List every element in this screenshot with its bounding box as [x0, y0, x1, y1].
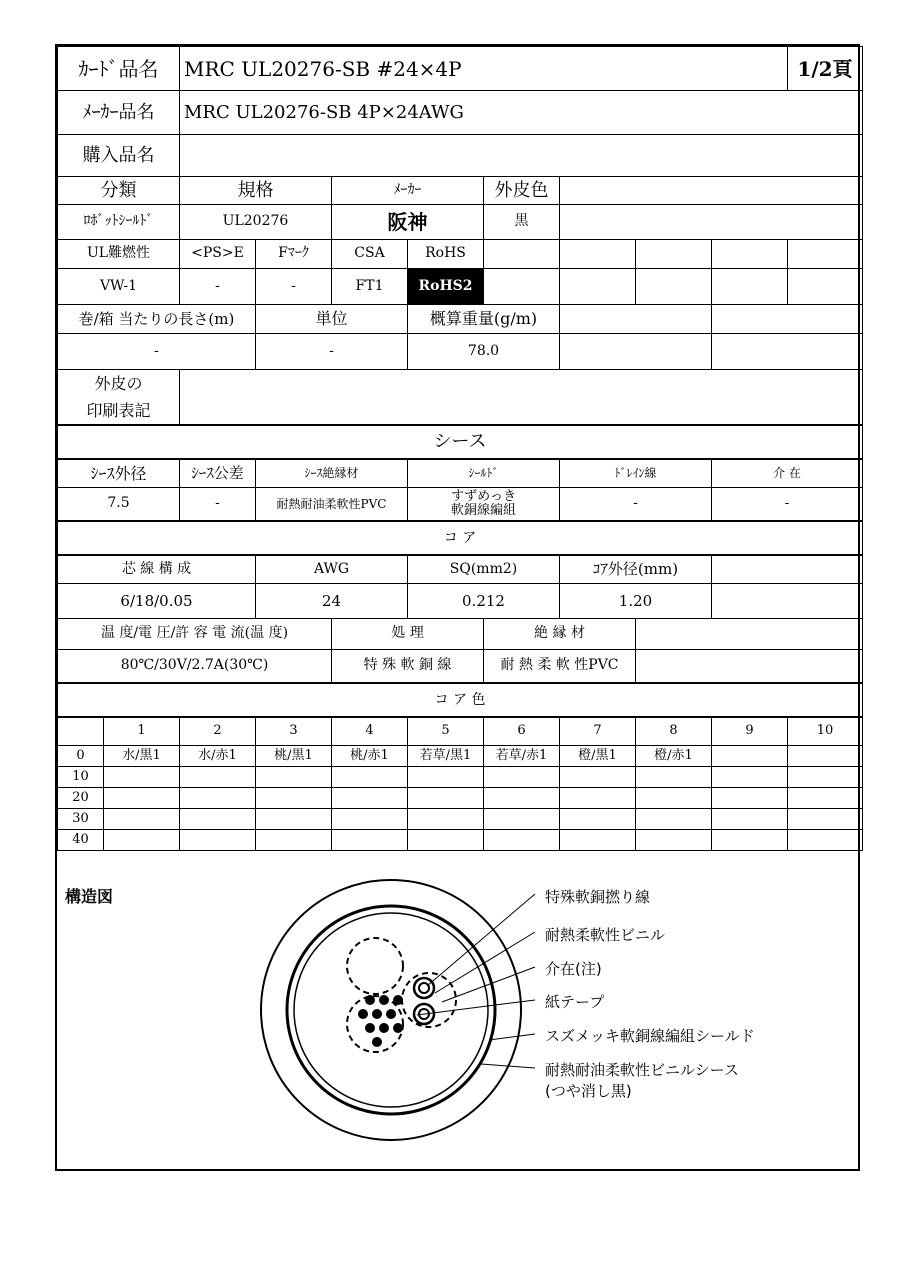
card-name-label: ｶｰﾄﾞ品名 — [58, 47, 180, 91]
grid-col-header: 4 — [332, 717, 408, 745]
length-header: 巻/箱 当たりの長さ(m) — [58, 305, 256, 334]
ul-flame-value: VW-1 — [58, 269, 180, 305]
label-sheath-note: (つや消し黒) — [545, 1082, 632, 1100]
core-color-cell — [788, 745, 863, 766]
core-color-cell — [256, 829, 332, 850]
maker-name-value: MRC UL20276-SB 4P×24AWG — [180, 91, 863, 135]
sheath-tolerance-header: ｼｰｽ公差 — [180, 459, 256, 487]
process-value: 特 殊 軟 銅 線 — [332, 649, 484, 683]
grid-col-header: 2 — [180, 717, 256, 745]
blank-cell — [484, 240, 560, 269]
blank-cell — [712, 269, 788, 305]
sheath-od-value: 7.5 — [58, 487, 180, 521]
grid-col-header: 10 — [788, 717, 863, 745]
grid-col-header: 8 — [636, 717, 712, 745]
blank-cell — [560, 269, 636, 305]
core-color-cell — [104, 766, 180, 787]
core-insulation-1 — [414, 978, 434, 998]
core-color-title: コ ア 色 — [58, 683, 863, 717]
conductor-dot — [393, 995, 403, 1005]
filler-header: 介 在 — [712, 459, 863, 487]
core-color-cell: 若草/黒1 — [408, 745, 484, 766]
maker-name-label: ﾒｰｶｰ品名 — [58, 91, 180, 135]
core-color-cell — [712, 787, 788, 808]
core-color-cell — [180, 808, 256, 829]
blank-cell — [560, 305, 712, 334]
blank-cell — [788, 269, 863, 305]
cable-cross-section — [57, 870, 858, 1170]
classification-value: ﾛﾎﾞｯﾄｼｰﾙﾄﾞ — [58, 205, 180, 240]
awg-header: AWG — [256, 555, 408, 583]
core-color-cell — [560, 766, 636, 787]
shield-value-line2: 軟銅線編組 — [450, 503, 516, 519]
core-color-cell — [788, 808, 863, 829]
sheath-color-header: 外皮色 — [484, 177, 560, 205]
core-color-cell: 若草/赤1 — [484, 745, 560, 766]
blank-cell — [788, 240, 863, 269]
label-paper-tape: 紙テープ — [545, 993, 605, 1011]
conductor-dot — [365, 1023, 375, 1033]
temp-value: 80℃/30V/2.7A(30℃) — [58, 649, 332, 683]
blank-cell — [636, 240, 712, 269]
core-color-cell — [636, 787, 712, 808]
maker-header: ﾒｰｶｰ — [332, 177, 484, 205]
label-copper-strand: 特殊軟銅撚り線 — [545, 888, 651, 906]
color-grid-row — [58, 745, 863, 766]
core-color-cell: 桃/黒1 — [256, 745, 332, 766]
core-color-cell — [104, 808, 180, 829]
core-color-cell: 桃/赤1 — [332, 745, 408, 766]
color-grid-row — [58, 766, 863, 787]
core-color-cell — [408, 787, 484, 808]
core-color-cell — [636, 808, 712, 829]
core-color-cell — [484, 808, 560, 829]
awg-value: 24 — [256, 583, 408, 618]
sheath-insulation-header: ｼｰｽ絶縁材 — [256, 459, 408, 487]
conductor-dot — [393, 1023, 403, 1033]
blank-cell — [636, 618, 863, 649]
insulation-header: 絶 縁 材 — [484, 618, 636, 649]
pse-value: - — [180, 269, 256, 305]
grid-col-header: 6 — [484, 717, 560, 745]
conductor-dot — [379, 1023, 389, 1033]
core-color-cell — [788, 829, 863, 850]
core-color-cell — [256, 787, 332, 808]
shield-value — [408, 487, 560, 521]
core-color-cell — [560, 808, 636, 829]
core-color-cell — [484, 787, 560, 808]
core-color-cell — [560, 787, 636, 808]
filler-value: - — [712, 487, 863, 521]
grid-row-label: 10 — [58, 766, 104, 787]
page-number: 1/2頁 — [788, 47, 863, 91]
blank-cell — [560, 177, 863, 205]
core-od-header: ｺｱ外径(mm) — [560, 555, 712, 583]
structure-diagram — [57, 870, 858, 1170]
rohs-header: RoHS — [408, 240, 484, 269]
core-color-cell: 水/赤1 — [180, 745, 256, 766]
sheath-od-header: ｼｰｽ外径 — [58, 459, 180, 487]
shield-header: ｼｰﾙﾄﾞ — [408, 459, 560, 487]
conductor-dot — [379, 995, 389, 1005]
pse-header: <PS>E — [180, 240, 256, 269]
rohs-badge: RoHS2 — [408, 269, 484, 305]
blank-cell — [712, 555, 863, 583]
standard-header: 規格 — [180, 177, 332, 205]
sheath-tolerance-value: - — [180, 487, 256, 521]
core-color-cell — [712, 829, 788, 850]
color-grid-row — [58, 787, 863, 808]
sq-value: 0.212 — [408, 583, 560, 618]
core-color-cell — [788, 787, 863, 808]
core-conductor-1 — [419, 983, 429, 993]
purchase-name-label: 購入品名 — [58, 135, 180, 177]
core-color-cell — [180, 829, 256, 850]
process-header: 処 理 — [332, 618, 484, 649]
label-filler: 介在(注) — [545, 960, 602, 978]
core-color-cell — [332, 787, 408, 808]
sheath-color-value: 黒 — [484, 205, 560, 240]
core-color-cell — [560, 829, 636, 850]
diagram-title: 構造図 — [65, 887, 114, 906]
weight-value: 78.0 — [408, 334, 560, 370]
core-color-cell — [256, 766, 332, 787]
drain-header: ﾄﾞﾚｲﾝ線 — [560, 459, 712, 487]
core-color-cell — [332, 829, 408, 850]
grid-row-label: 0 — [58, 745, 104, 766]
standard-value: UL20276 — [180, 205, 332, 240]
blank-cell — [712, 240, 788, 269]
sheath-section-title: シース — [58, 425, 863, 459]
grid-col-header: 9 — [712, 717, 788, 745]
grid-row-label: 40 — [58, 829, 104, 850]
conductor-dot — [365, 995, 375, 1005]
core-color-cell — [712, 766, 788, 787]
core-color-cell — [332, 766, 408, 787]
blank-cell — [636, 649, 863, 683]
core-color-cell — [636, 829, 712, 850]
grid-row-label: 20 — [58, 787, 104, 808]
blank-cell — [712, 305, 863, 334]
core-color-cell — [408, 829, 484, 850]
classification-header: 分類 — [58, 177, 180, 205]
grid-row-label: 30 — [58, 808, 104, 829]
f-mark-value: - — [256, 269, 332, 305]
grid-col-header: 1 — [104, 717, 180, 745]
core-color-cell: 橙/赤1 — [636, 745, 712, 766]
grid-col-header: 3 — [256, 717, 332, 745]
blank-cell — [484, 269, 560, 305]
core-section-title: コ ア — [58, 521, 863, 555]
conductor-dot — [358, 1009, 368, 1019]
grid-col-header: 7 — [560, 717, 636, 745]
blank-cell — [636, 269, 712, 305]
conductor-dot — [386, 1009, 396, 1019]
core-color-cell — [712, 808, 788, 829]
core-color-cell: 水/黒1 — [104, 745, 180, 766]
core-color-cell — [180, 766, 256, 787]
core-color-cell — [180, 787, 256, 808]
label-braid-shield: スズメッキ軟銅線編組シールド — [545, 1027, 755, 1045]
spec-table — [57, 46, 863, 851]
blank-cell — [560, 205, 863, 240]
unit-header: 単位 — [256, 305, 408, 334]
f-mark-header: Fﾏｰｸ — [256, 240, 332, 269]
blank-cell — [712, 334, 863, 370]
spec-sheet — [55, 44, 860, 1171]
blank-cell — [712, 583, 863, 618]
sq-header: SQ(mm2) — [408, 555, 560, 583]
core-color-cell — [104, 829, 180, 850]
grid-corner — [58, 717, 104, 745]
csa-header: CSA — [332, 240, 408, 269]
csa-value: FT1 — [332, 269, 408, 305]
conductor-dot — [372, 1009, 382, 1019]
maker-value: 阪神 — [332, 205, 484, 240]
card-name-value: MRC UL20276-SB #24×4P — [180, 47, 788, 91]
core-color-cell — [636, 766, 712, 787]
print-label-line1: 外皮の — [94, 374, 143, 393]
color-grid-row — [58, 829, 863, 850]
core-color-cell — [256, 808, 332, 829]
blank-cell — [560, 334, 712, 370]
core-od-value: 1.20 — [560, 583, 712, 618]
print-label-line2: 印刷表記 — [86, 401, 151, 421]
drain-value: - — [560, 487, 712, 521]
label-core-insulation: 耐熱柔軟性ビニル — [545, 926, 666, 944]
conductor-dots — [358, 995, 403, 1047]
strand-value: 6/18/0.05 — [58, 583, 256, 618]
blank-cell — [560, 240, 636, 269]
conductor-dot — [372, 1037, 382, 1047]
length-value: - — [58, 334, 256, 370]
pair-outline-top — [347, 938, 403, 994]
core-color-cell — [484, 829, 560, 850]
label-sheath: 耐熱耐油柔軟性ビニルシース — [545, 1061, 739, 1079]
weight-header: 概算重量(g/m) — [408, 305, 560, 334]
insulation-value: 耐 熱 柔 軟 性PVC — [484, 649, 636, 683]
core-color-cell — [788, 766, 863, 787]
print-label — [58, 370, 180, 426]
ul-flame-header: UL難燃性 — [58, 240, 180, 269]
core-color-cell — [408, 808, 484, 829]
core-color-cell — [712, 745, 788, 766]
shield-value-line1: すずめっき — [450, 489, 516, 505]
temp-header: 温 度/電 圧/許 容 電 流(温 度) — [58, 618, 332, 649]
grid-col-header: 5 — [408, 717, 484, 745]
core-color-cell: 橙/黒1 — [560, 745, 636, 766]
core-color-cell — [332, 808, 408, 829]
color-grid-row — [58, 808, 863, 829]
unit-value: - — [256, 334, 408, 370]
strand-header: 芯 線 構 成 — [58, 555, 256, 583]
core-color-cell — [484, 766, 560, 787]
core-color-cell — [104, 787, 180, 808]
sheath-insulation-value: 耐熱耐油柔軟性PVC — [256, 487, 408, 521]
purchase-name-value — [180, 135, 863, 177]
core-color-cell — [408, 766, 484, 787]
print-value — [180, 370, 863, 426]
